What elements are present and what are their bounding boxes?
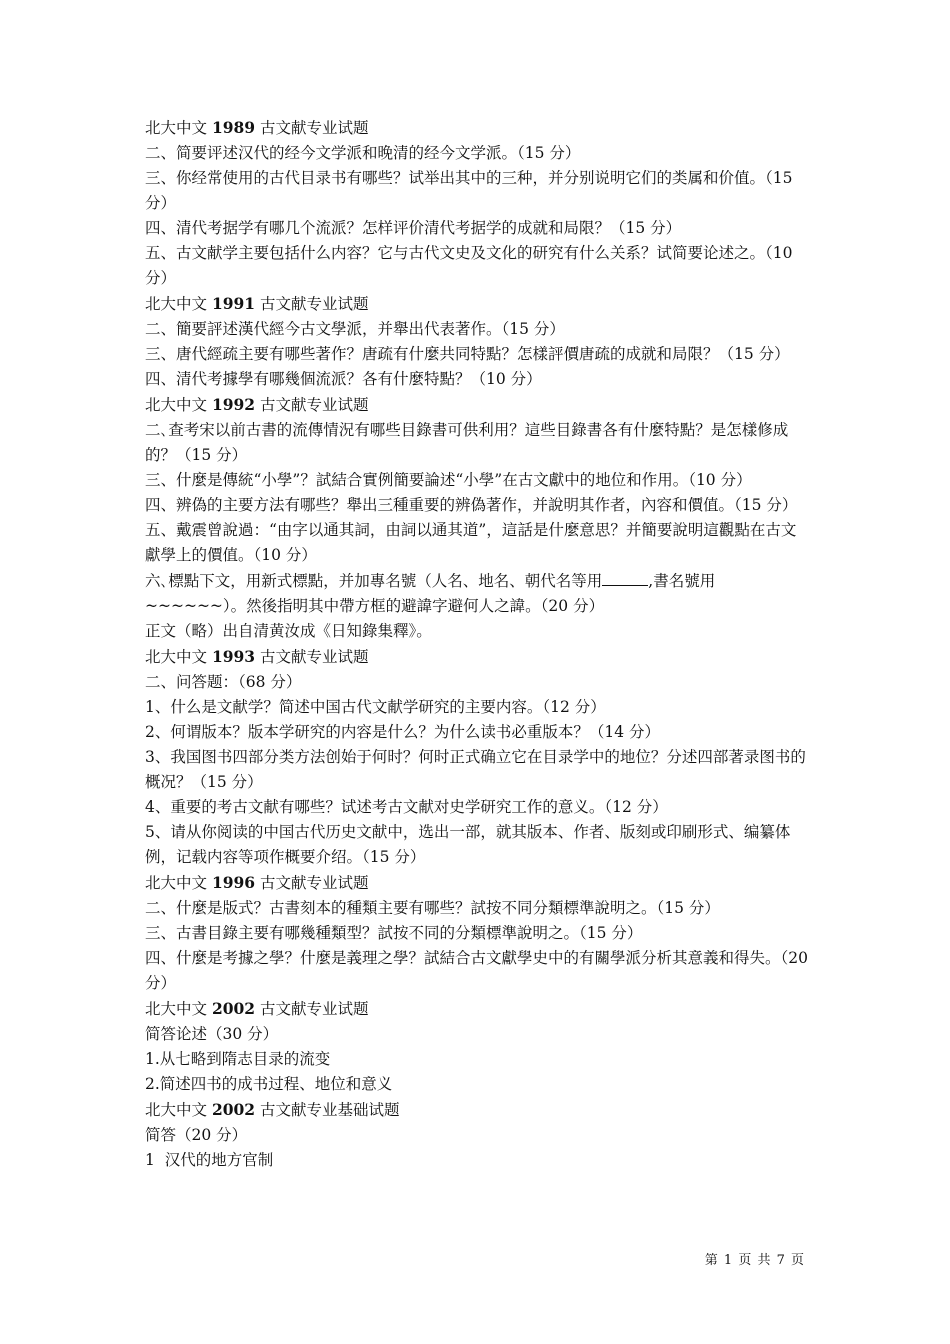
- question-text: 二､查考宋以前古書的流傳情況有哪些目錄書可供利用？這些目錄書各有什麼特點？是怎樣修成的？（15 分）: [145, 421, 789, 464]
- heading-prefix: 北大中文: [145, 1101, 212, 1119]
- question-text-part: ,書名號用~~~~~~）。然後指明其中帶方框的避諱字避何人之諱。（20 分）: [145, 572, 716, 615]
- question-text: 简答（20 分）: [145, 1126, 248, 1144]
- question-text: 三、古書目錄主要有哪幾種類型？試按不同的分類標準說明之。（15 分）: [145, 924, 643, 942]
- heading-year: 2002: [211, 1100, 256, 1119]
- question-text: 1 汉代的地方官制: [145, 1151, 274, 1169]
- question-text: 五、戴震曾說過：“由字以通其詞，由詞以通其道”，這話是什麼意思？并簡要說明這觀點在古文獻學上的價值。（10 分）: [145, 521, 797, 564]
- heading-year: 1996: [211, 873, 256, 892]
- exam-heading: [145, 870, 810, 896]
- exam-heading: [145, 115, 810, 141]
- question-text: 2、何谓版本？版本学研究的内容是什么？为什么读书必重版本？（14 分）: [145, 723, 661, 741]
- question-text: 二、简要评述汉代的经今文学派和晚清的经今文学派。（15 分）: [145, 144, 581, 162]
- question-text: 正文（略）出自清黄汝成《日知錄集釋》。: [145, 622, 432, 640]
- page-footer: 第 1 页 共 7 页: [704, 1253, 805, 1268]
- question-text: 3、我国图书四部分类方法创始于何时？何时正式确立它在目录学中的地位？分述四部著录图书的概况？（15 分）: [145, 748, 806, 791]
- question-text: 简答论述（30 分）: [145, 1025, 279, 1043]
- proper-noun-underline-mark: [602, 568, 648, 586]
- exam-heading: [145, 644, 810, 670]
- heading-suffix: 古文献专业基础试题: [255, 1101, 400, 1119]
- heading-suffix: 古文献专业试题: [255, 295, 369, 313]
- question-text: 2.简述四书的成书过程、地位和意义: [145, 1075, 393, 1093]
- question-text: 四、什麼是考據之學？什麼是義理之學？試結合古文獻學史中的有關學派分析其意義和得失。（20 分）: [145, 949, 813, 992]
- exam-questions-body: [145, 115, 813, 1173]
- question-text: 三、什麼是傳統“小學”？試結合實例簡要論述“小學”在古文獻中的地位和作用。（10 分）: [145, 471, 752, 489]
- heading-prefix: 北大中文: [145, 295, 212, 313]
- question-text: 1.从七略到隋志目录的流变: [145, 1050, 331, 1068]
- heading-year: 2002: [211, 999, 256, 1018]
- question-text: 4、重要的考古文献有哪些？试述考古文献对史学研究工作的意义。（12 分）: [145, 798, 668, 816]
- heading-prefix: 北大中文: [145, 1000, 212, 1018]
- heading-suffix: 古文献专业试题: [255, 119, 369, 137]
- question-text: [145, 568, 810, 619]
- question-text: 四、清代考据学有哪几个流派？怎样评价清代考据学的成就和局限？（15 分）: [145, 219, 682, 237]
- question-text: 四、清代考據學有哪幾個流派？各有什麼特點？（10 分）: [145, 370, 542, 388]
- heading-suffix: 古文献专业试题: [255, 1000, 369, 1018]
- heading-suffix: 古文献专业试题: [255, 648, 369, 666]
- heading-prefix: 北大中文: [145, 396, 212, 414]
- exam-heading: [145, 996, 810, 1022]
- question-text: 1、什么是文献学？简述中国古代文献学研究的主要内容。（12 分）: [145, 698, 606, 716]
- exam-heading: [145, 392, 810, 418]
- question-text: 五、古文献学主要包括什么内容？它与古代文史及文化的研究有什么关系？试简要论述之。（10 分）: [145, 244, 798, 287]
- heading-year: 1991: [211, 294, 256, 313]
- question-text: 四、辨偽的主要方法有哪些？舉出三種重要的辨偽著作，并說明其作者，內容和價值。（15 分）: [145, 496, 798, 514]
- question-text: 三、你经常使用的古代目录书有哪些？试举出其中的三种，并分别说明它们的类属和价值。（15 分）: [145, 169, 798, 212]
- question-text: 二、什麼是版式？古書刻本的種類主要有哪些？試按不同分類標準說明之。（15 分）: [145, 899, 720, 917]
- heading-year: 1992: [211, 395, 256, 414]
- question-text: 5、请从你阅读的中国古代历史文献中，选出一部，就其版本、作者、版刻或印刷形式、编纂体例，记载内容等项作概要介绍。（15 分）: [145, 823, 791, 866]
- question-text: 三、唐代經疏主要有哪些著作？唐疏有什麼共同特點？怎樣評價唐疏的成就和局限？（15 分）: [145, 345, 790, 363]
- question-text: 二、问答题：（68 分）: [145, 673, 302, 691]
- exam-heading: [145, 291, 810, 317]
- heading-year: 1993: [211, 647, 256, 666]
- heading-prefix: 北大中文: [145, 874, 212, 892]
- question-text: 二、簡要評述漢代經今古文學派，并舉出代表著作。（15 分）: [145, 320, 565, 338]
- heading-year: 1989: [211, 118, 256, 137]
- question-text-part: 六､標點下文，用新式標點，并加專名號（人名、地名、朝代名等用: [145, 572, 603, 590]
- heading-suffix: 古文献专业试题: [255, 396, 369, 414]
- exam-heading: [145, 1097, 810, 1123]
- heading-prefix: 北大中文: [145, 119, 212, 137]
- heading-prefix: 北大中文: [145, 648, 212, 666]
- heading-suffix: 古文献专业试题: [255, 874, 369, 892]
